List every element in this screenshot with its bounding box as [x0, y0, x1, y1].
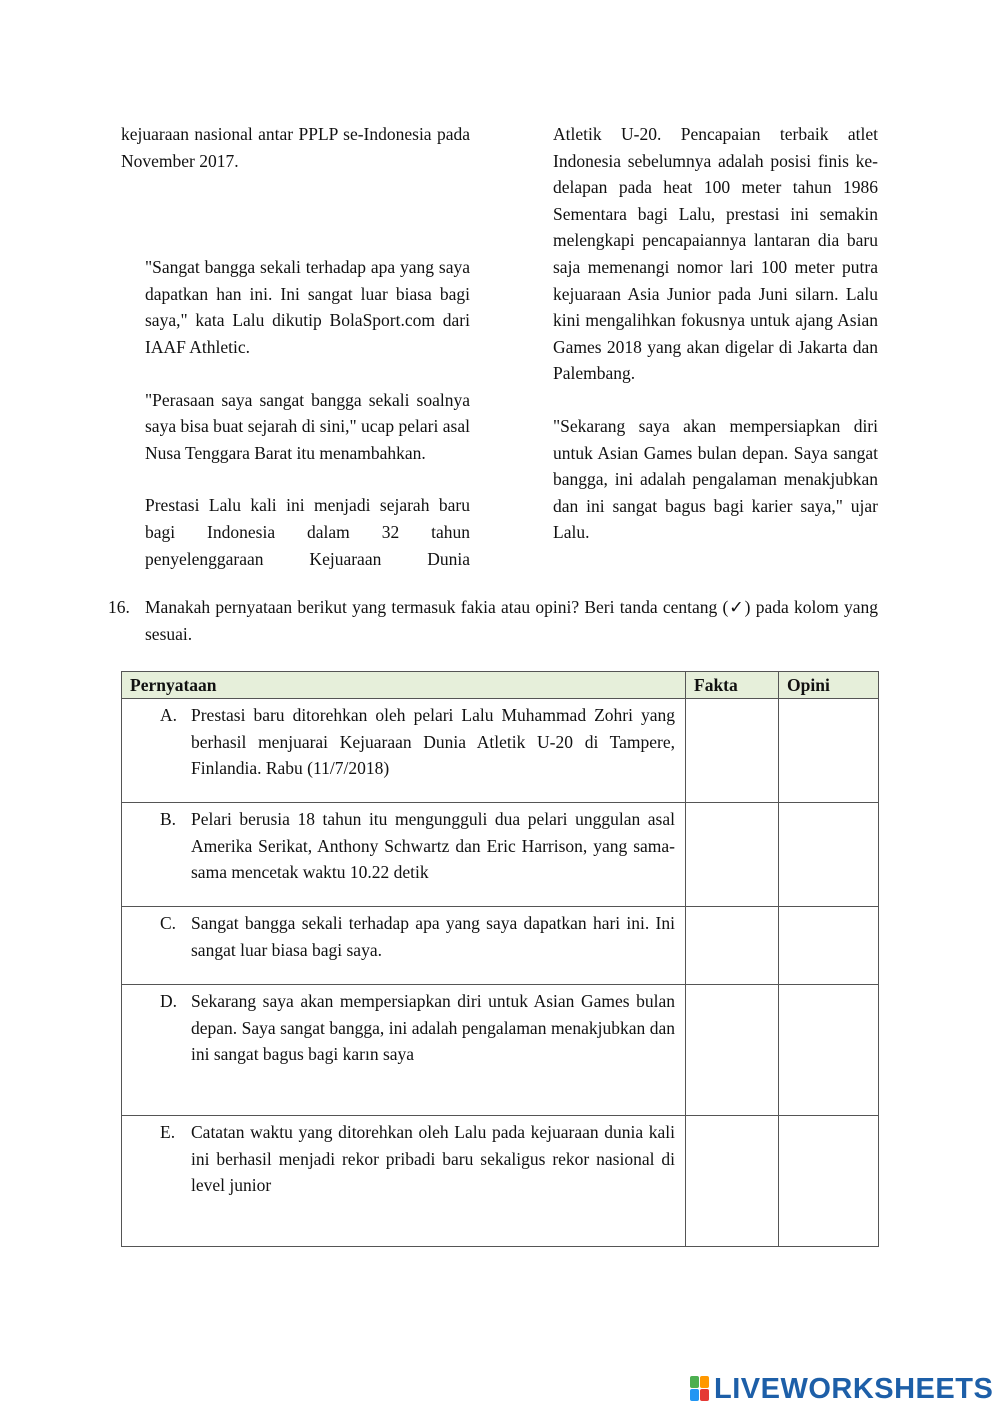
- statement-cell: [122, 985, 686, 1116]
- fact-checkbox-a[interactable]: [686, 699, 779, 803]
- statement-label: D.: [160, 991, 178, 1011]
- statement-text: Catatan waktu yang ditorehkan oleh Lalu pada kejuaraan dunia kali ini berhasil menjadi rekor pribadi baru sekaligus rekor nasional di level junior: [191, 1122, 675, 1196]
- left-paragraph-2: Prestasi Lalu kali ini menjadi sejarah baru bagi Indonesia dalam 32 tahun penyelenggaraan Kejuaraan Dunia: [145, 495, 470, 569]
- statement-label: C.: [160, 913, 177, 933]
- statement-label: E.: [160, 1122, 176, 1142]
- header-fact: Fakta: [686, 672, 779, 699]
- left-quote-1: "Sangat bangga sekali terhadap apa yang saya dapatkan han ini. Ini sangat luar biasa bagi saya," kata Lalu dikutip BolaSport.com dari IAAF Athletic.: [145, 257, 470, 357]
- statement-text: Sekarang saya akan mempersiapkan diri untuk Asian Games bulan depan. Saya sangat bangga, ini adalah pengalaman menakjubkan dan ini sangat bagus bagi karın saya: [191, 991, 675, 1065]
- statement-label: B.: [160, 809, 177, 829]
- right-paragraph-1: Atletik U-20. Pencapaian terbaik atlet Indonesia sebelumnya adalah posisi finis ke-delapan pada heat 100 meter tahun 1986 Sementara bagi Lalu, prestasi ini semakin melengkapi pencapaiannya lantaran dia baru saja memenangi nomor lari 100 meter putra kejuaraan Asia Junior pada Juni silarn. Lalu kini mengalihkan fokusnya untuk ajang Asian Games 2018 yang akan digelar di Jakarta dan Palembang.: [553, 124, 878, 384]
- statement-text: Pelari berusia 18 tahun itu mengungguli dua pelari unggulan asal Amerika Serikat, Anthony Schwartz dan Eric Harrison, yang sama-sama mencetak waktu 10.22 detik: [191, 809, 675, 883]
- table-row: [122, 985, 879, 1116]
- liveworksheets-logo-icon: [690, 1376, 710, 1402]
- table-header-row: [122, 672, 879, 699]
- left-paragraph-1: kejuaraan nasional antar PPLP se-Indonesia pada November 2017.: [121, 124, 470, 171]
- opinion-checkbox-e[interactable]: [779, 1116, 879, 1247]
- left-column: [121, 121, 470, 572]
- table-row: [122, 907, 879, 985]
- statement-cell: [122, 1116, 686, 1247]
- fact-checkbox-c[interactable]: [686, 907, 779, 985]
- fact-opinion-table: [121, 671, 879, 1247]
- right-paragraph-2: "Sekarang saya akan mempersiapkan diri untuk Asian Games bulan depan. Saya sangat bangga, ini adalah pengalaman menakjubkan dan ini sangat bagus bagi karier saya," ujar Lalu.: [553, 415, 878, 543]
- statement-cell: [122, 699, 686, 803]
- right-column: [553, 121, 878, 546]
- fact-checkbox-b[interactable]: [686, 803, 779, 907]
- opinion-checkbox-d[interactable]: [779, 985, 879, 1116]
- left-quote-2: "Perasaan saya sangat bangga sekali soalnya saya bisa buat sejarah di sini," ucap pelari asal Nusa Tenggara Barat itu menambahkan.: [145, 389, 470, 463]
- statement-cell: [122, 803, 686, 907]
- fact-checkbox-d[interactable]: [686, 985, 779, 1116]
- table-row: [122, 699, 879, 803]
- opinion-checkbox-a[interactable]: [779, 699, 879, 803]
- statement-text: Sangat bangga sekali terhadap apa yang saya dapatkan hari ini. Ini sangat luar biasa bagi saya.: [191, 913, 675, 960]
- liveworksheets-brand: [690, 1374, 993, 1404]
- statement-text: Prestasi baru ditorehkan oleh pelari Lalu Muhammad Zohri yang berhasil menjuarai Kejuaraan Dunia Atletik U-20 di Tampere, Finlandia. Rabu (11/7/2018): [191, 705, 675, 779]
- brand-name: LIVEWORKSHEETS: [714, 1372, 994, 1405]
- question-16: [108, 594, 878, 647]
- question-text: Manakah pernyataan berikut yang termasuk fakia atau opini? Beri tanda centang (✓) pada kolom yang sesuai.: [145, 597, 878, 644]
- table-row: [122, 1116, 879, 1247]
- header-statement: Pernyataan: [122, 672, 686, 699]
- statement-cell: [122, 907, 686, 985]
- question-number: 16.: [108, 597, 130, 617]
- statement-label: A.: [160, 705, 178, 725]
- header-opinion: Opini: [779, 672, 879, 699]
- table-row: [122, 803, 879, 907]
- fact-checkbox-e[interactable]: [686, 1116, 779, 1247]
- opinion-checkbox-c[interactable]: [779, 907, 879, 985]
- opinion-checkbox-b[interactable]: [779, 803, 879, 907]
